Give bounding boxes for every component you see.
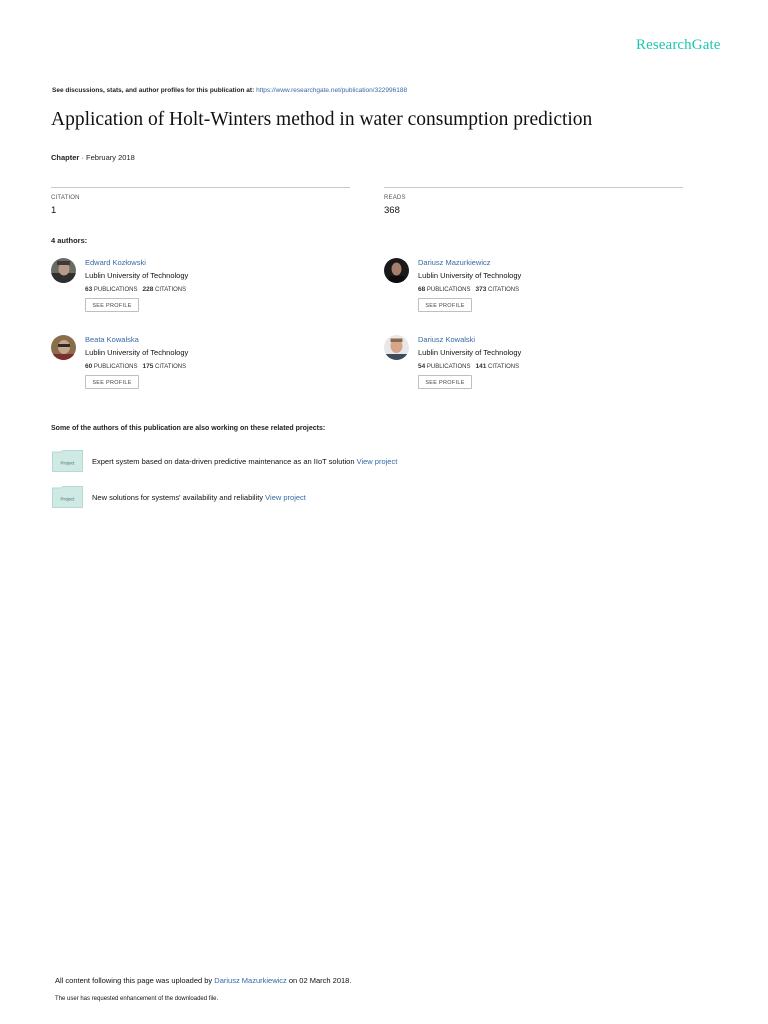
stats-divider-left (51, 187, 350, 188)
project-icon-label: Project (60, 496, 75, 502)
publication-meta (51, 153, 135, 162)
publication-title: Application of Holt-Winters method in water consumption prediction (51, 109, 593, 130)
author-institution: Lublin University of Technology (85, 271, 189, 280)
citations-count: 373 (475, 286, 487, 293)
citations-label: CITATIONS (488, 287, 520, 293)
reads-label: READS (384, 195, 406, 201)
citations-label: CITATION (51, 195, 80, 201)
project-item (52, 450, 552, 474)
see-profile-button[interactable]: SEE PROFILE (85, 375, 139, 389)
author-name-link[interactable]: Edward Kozłowski (85, 258, 146, 267)
author-name-link[interactable]: Dariusz Kowalski (418, 335, 476, 344)
author-institution: Lublin University of Technology (418, 271, 522, 280)
publications-label: PUBLICATIONS (426, 364, 471, 370)
publications-count: 68 (418, 286, 426, 293)
enhancement-note: The user has requested enhancement of the downloaded file. (55, 996, 219, 1002)
see-profile-button[interactable]: SEE PROFILE (85, 298, 139, 312)
reads-value: 368 (384, 205, 400, 216)
citations-count: 228 (142, 286, 154, 293)
author-name-link[interactable]: Beata Kowalska (85, 335, 139, 344)
project-icon-label: Project (60, 460, 75, 466)
avatar-photo-icon (51, 335, 76, 360)
publications-count: 54 (418, 363, 426, 370)
view-project-link[interactable]: View project (356, 457, 398, 466)
publications-count: 63 (85, 286, 93, 293)
project-folder-icon (52, 450, 83, 472)
citations-count: 141 (475, 363, 487, 370)
project-item (52, 486, 552, 510)
avatar[interactable] (51, 335, 76, 360)
meta-separator: · (79, 153, 87, 162)
citations-label: CITATIONS (488, 364, 520, 370)
citations-label: CITATIONS (155, 287, 187, 293)
author-name-link[interactable]: Dariusz Mazurkiewicz (418, 258, 491, 267)
discussion-prefix: See discussions, stats, and author profiles for this publication at: (52, 87, 257, 94)
author-stats (85, 363, 186, 370)
avatar[interactable] (384, 335, 409, 360)
author-card (51, 335, 351, 405)
publication-type: Chapter (51, 153, 80, 162)
projects-heading: Some of the authors of this publication are also working on these related projects: (51, 425, 326, 432)
avatar-photo-icon (384, 335, 409, 360)
avatar[interactable] (384, 258, 409, 283)
view-project-link[interactable]: View project (265, 493, 306, 502)
author-stats (85, 286, 186, 293)
author-stats (418, 363, 519, 370)
researchgate-logo[interactable]: ResearchGate (636, 37, 721, 53)
see-profile-button[interactable]: SEE PROFILE (418, 375, 472, 389)
citations-label: CITATIONS (155, 364, 187, 370)
publications-label: PUBLICATIONS (93, 364, 138, 370)
citations-count: 175 (142, 363, 154, 370)
publications-label: PUBLICATIONS (426, 287, 471, 293)
avatar-photo-icon (51, 258, 76, 283)
avatar[interactable] (51, 258, 76, 283)
avatar-photo-icon (384, 258, 409, 283)
project-folder-icon (52, 486, 83, 508)
author-institution: Lublin University of Technology (85, 348, 189, 357)
stats-divider-right (384, 187, 683, 188)
project-title: Expert system based on data-driven predictive maintenance as an IIoT solution (92, 457, 357, 466)
project-description (92, 457, 397, 466)
publications-label: PUBLICATIONS (93, 287, 138, 293)
upload-suffix: on 02 March 2018. (286, 976, 352, 985)
citations-value: 1 (51, 205, 57, 216)
upload-note (55, 976, 351, 985)
see-profile-button[interactable]: SEE PROFILE (418, 298, 472, 312)
author-institution: Lublin University of Technology (418, 348, 522, 357)
author-card (384, 258, 684, 328)
author-stats (418, 286, 519, 293)
discussion-line (52, 87, 407, 94)
uploader-link[interactable]: Dariusz Mazurkiewicz (214, 976, 287, 985)
author-card (51, 258, 351, 328)
publication-date: February 2018 (86, 153, 135, 162)
author-card (384, 335, 684, 405)
authors-heading: 4 authors: (51, 236, 88, 245)
publication-url-link[interactable]: https://www.researchgate.net/publication/322996188 (256, 87, 408, 94)
publications-count: 60 (85, 363, 93, 370)
upload-prefix: All content following this page was uploaded by (55, 976, 215, 985)
project-description (92, 493, 306, 502)
project-title: New solutions for systems' availability and reliability (92, 493, 266, 502)
